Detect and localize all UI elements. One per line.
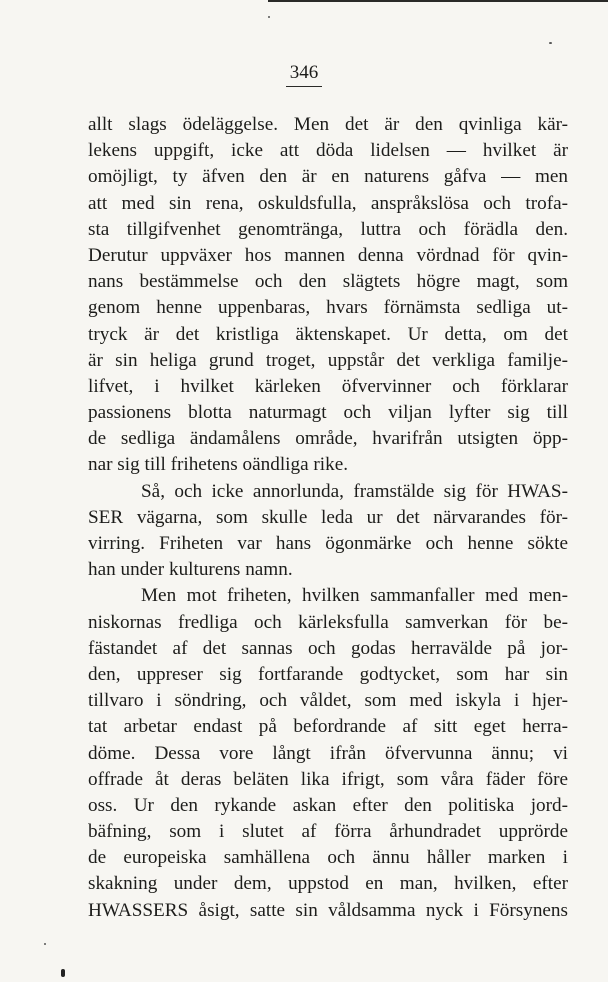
text-line: SER vägarna, som skulle leda ur det närvarandes för- bbox=[88, 506, 568, 528]
text-line: lekens uppgift, icke att döda lidelsen — hvilket är bbox=[88, 140, 568, 162]
text-line: offrade åt deras beläten lika ifrigt, som våra fäder före bbox=[88, 768, 568, 790]
text-line: de europeiska samhällena och ännu håller marken i bbox=[88, 847, 568, 869]
text-line: lifvet, i hvilket kärleken öfvervinner och förklarar bbox=[88, 375, 568, 397]
text-line: tat arbetar endast på befordrande af sitt eget herra- bbox=[88, 716, 568, 738]
text-line: de sedliga ändamålens område, hvarifrån utsigten öpp- bbox=[88, 428, 568, 450]
text-line: bäfning, som i slutet af förra århundradet upprörde bbox=[88, 821, 568, 843]
page-header bbox=[0, 62, 608, 87]
text-line: virring. Friheten var hans ögonmärke och henne sökte bbox=[88, 533, 568, 554]
text-line: döme. Dessa vore långt ifrån öfvervunna ännu; vi bbox=[88, 742, 568, 764]
text-line: allt slags ödeläggelse. Men det är den qvinliga kär- bbox=[88, 114, 568, 135]
text-line: Men mot friheten, hvilken sammanfaller med men- bbox=[141, 585, 568, 607]
text-line: Så, och icke annorlunda, framstälde sig för HWAS- bbox=[141, 480, 568, 502]
text-line: passionens blotta naturmagt och viljan lyfter sig till bbox=[88, 402, 568, 424]
ink-mark bbox=[61, 969, 65, 977]
text-line: genom henne uppenbaras, hvars förnämsta sedliga ut- bbox=[88, 297, 568, 319]
scan-speck-right bbox=[549, 42, 552, 44]
scan-speck-top bbox=[268, 16, 270, 18]
text-line: sta tillgifvenhet genomtränga, luttra och förädla den. bbox=[88, 218, 568, 240]
text-line: omöjligt, ty äfven den är en naturens gåfva — men bbox=[88, 166, 568, 188]
scan-speck-left bbox=[44, 943, 46, 945]
text-line: han under kulturens namn. bbox=[88, 559, 293, 581]
text-line: tillvaro i söndring, och våldet, som med iskyla i hjer- bbox=[88, 690, 568, 712]
text-line: Derutur uppväxer hos mannen denna vördnad för qvin- bbox=[88, 244, 568, 266]
text-line: niskornas fredliga och kärleksfulla samverkan för be- bbox=[88, 611, 568, 633]
text-line: nar sig till frihetens oändliga rike. bbox=[88, 454, 349, 476]
text-line: nans bestämmelse och den slägtets högre magt, som bbox=[88, 271, 568, 293]
page-number: 346 bbox=[286, 62, 323, 87]
text-line: att med sin rena, oskuldsfulla, anspråkslösa och trofa- bbox=[88, 192, 568, 214]
page-body bbox=[88, 112, 568, 924]
text-line: HWASSERS åsigt, satte sin våldsamma nyck i Försynens bbox=[88, 899, 568, 921]
text-line: tryck är det kristliga äktenskapet. Ur detta, om det bbox=[88, 323, 568, 345]
top-border-rule bbox=[268, 0, 608, 2]
text-line: skakning under dem, uppstod en man, hvilken, efter bbox=[88, 873, 568, 895]
text-line: oss. Ur den rykande askan efter den politiska jord- bbox=[88, 794, 568, 816]
text-line: fästandet af det sannas och godas herravälde på jor- bbox=[88, 637, 568, 659]
text-line: den, uppreser sig fortfarande godtycket, som har sin bbox=[88, 663, 568, 685]
text-line: är sin heliga grund troget, uppstår det verkliga familje- bbox=[88, 349, 568, 371]
